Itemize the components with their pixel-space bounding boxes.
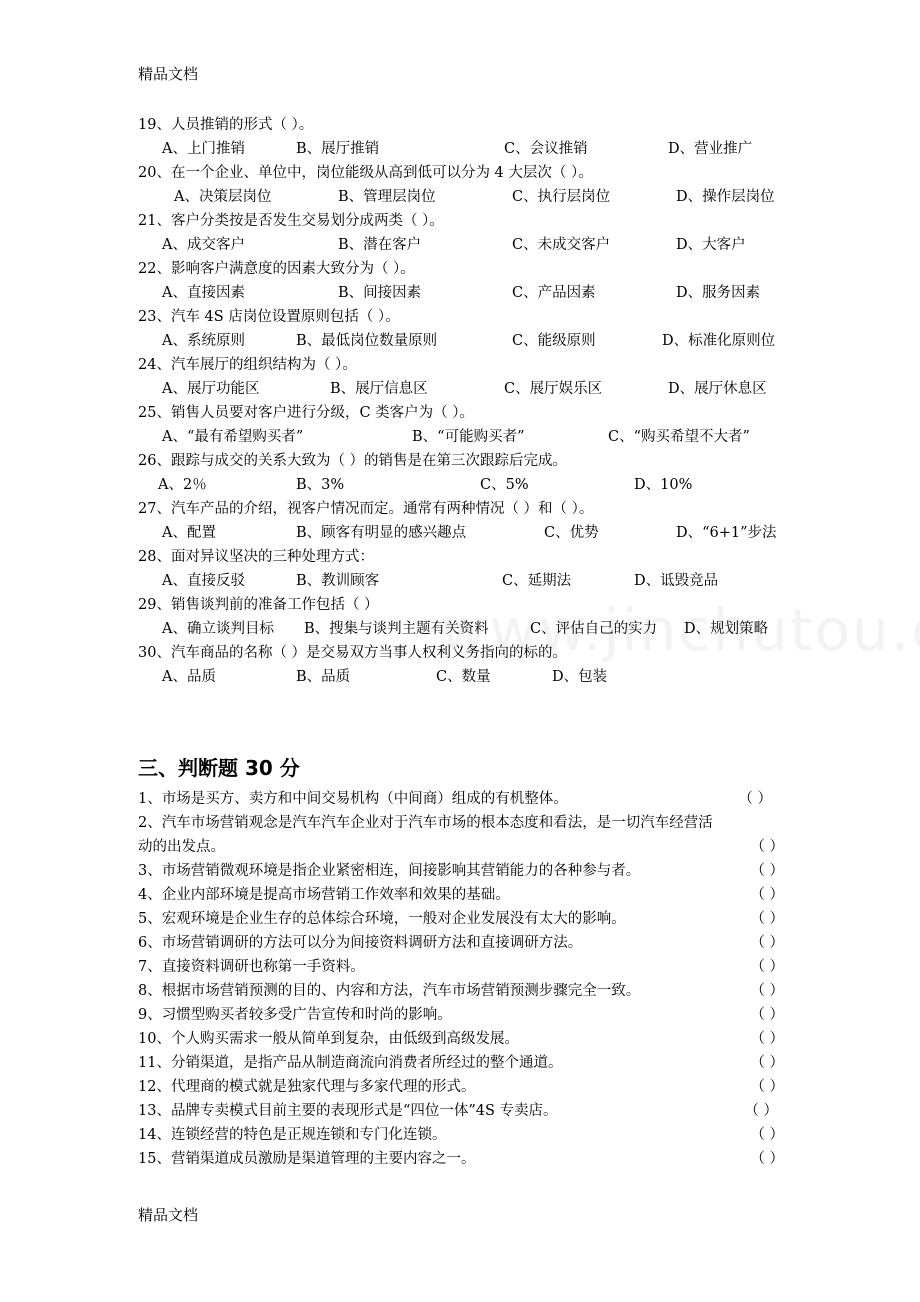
option: C、延期法 [502,573,572,589]
question-options [0,620,920,638]
answer-blank: （ ） [750,863,784,879]
judgment-item [138,790,784,808]
judgment-item [138,934,784,952]
option: C、数量 [436,669,491,685]
option: D、操作层岗位 [676,189,775,205]
judgment-item [138,1006,784,1024]
question-options [0,428,920,446]
option: A、成交客户 [162,237,245,253]
question-options [0,140,920,158]
question-stem: 26、跟踪与成交的关系大致为（ ）的销售是在第三次跟踪后完成。 [138,453,568,469]
option: D、大客户 [676,237,746,253]
judgment-text: 12、代理商的模式就是独家代理与多家代理的形式。 [138,1079,476,1095]
judgment-text: 13、品牌专卖模式目前主要的表现形式是“四位一体”4S 专卖店。 [138,1103,558,1119]
judgment-item [138,1054,784,1072]
judgment-text: 9、习惯型购买者较多受广告宣传和时尚的影响。 [138,1007,452,1023]
option: C、会议推销 [504,141,588,157]
question-stem: 28、面对异议坚决的三种处理方式： [138,549,374,565]
question-stem: 25、销售人员要对客户进行分级，C 类客户为（ ）。 [138,405,475,421]
judgment-text: 14、连锁经营的特色是正规连锁和专门化连锁。 [138,1127,447,1143]
option: D、服务因素 [676,285,761,301]
option: B、搜集与谈判主题有关资料 [304,621,489,637]
option: D、包装 [552,669,608,685]
option: C、优势 [544,525,599,541]
answer-blank: （ ） [750,887,784,903]
option: B、“可能购买者” [412,429,525,445]
option: B、潜在客户 [338,237,422,253]
option: C、执行层岗位 [512,189,611,205]
judgment-item [138,814,784,854]
answer-blank: （ ） [750,1127,784,1143]
option: A、决策层岗位 [174,189,272,205]
answer-blank: （ ） [750,911,784,927]
question-options [0,188,920,206]
option: C、未成交客户 [512,237,611,253]
option: D、诋毁竞品 [634,573,719,589]
option: B、3% [296,477,345,493]
judgment-item [138,1102,784,1120]
question-options [0,332,920,350]
judgment-text: 6、市场营销调研的方法可以分为间接资料调研方法和直接调研方法。 [138,935,583,951]
option: C、能级原则 [512,333,596,349]
page-header: 精品文档 [138,65,199,83]
answer-blank: （ ） [750,935,784,951]
option: A、配置 [162,525,216,541]
judgment-text: 3、市场营销微观环境是指企业紧密相连，间接影响其营销能力的各种参与者。 [138,863,641,879]
option: B、间接因素 [338,285,422,301]
judgment-item [138,910,784,928]
question-options [0,284,920,302]
question-options [0,524,920,542]
option: B、展厅信息区 [330,381,428,397]
question-stem: 29、销售谈判前的准备工作包括（ ） [138,597,379,613]
question-stem: 23、汽车 4S 店岗位设置原则包括（ ）。 [138,309,400,325]
question-stem: 21、客户分类按是否发生交易划分成两类（ ）。 [138,213,444,229]
question-stem: 27、汽车产品的介绍，视客户情况而定。通常有两种情况（ ）和（ ）。 [138,501,594,517]
judgment-text: 15、营销渠道成员激励是渠道管理的主要内容之一。 [138,1151,476,1167]
question-options [0,572,920,590]
option: D、标准化原则位 [662,333,776,349]
question-options [0,476,920,494]
page-footer: 精品文档 [138,1206,199,1224]
option: A、确立谈判目标 [162,621,274,637]
judgment-text: 10、个人购买需求一般从简单到复杂，由低级到高级发展。 [138,1031,519,1047]
option: C、产品因素 [512,285,596,301]
option: A、“最有希望购买者” [162,429,304,445]
option: B、最低岗位数量原则 [296,333,438,349]
answer-blank: （ ） [750,983,784,999]
judgment-text: 7、直接资料调研也称第一手资料。 [138,959,365,975]
answer-blank: （ ） [738,791,772,807]
answer-blank: （ ） [750,1079,784,1095]
judgment-text: 4、企业内部环境是提高市场营销工作效率和效果的基础。 [138,887,510,903]
question-stem: 30、汽车商品的名称（ ）是交易双方当事人权利义务指向的标的。 [138,645,568,661]
option: B、顾客有明显的感兴趣点 [296,525,467,541]
option: A、品质 [162,669,216,685]
judgment-item [138,862,784,880]
section-title: 三、判断题 30 分 [138,756,300,780]
answer-blank: （ ） [750,1055,784,1071]
judgment-item [138,958,784,976]
option: A、直接反驳 [162,573,245,589]
judgment-item [138,1078,784,1096]
question-stem: 24、汽车展厅的组织结构为（ ）。 [138,357,357,373]
option: A、直接因素 [162,285,245,301]
option: D、展厅休息区 [668,381,767,397]
answer-blank: （ ） [744,1103,778,1119]
judgment-item [138,982,784,1000]
option: A、系统原则 [162,333,245,349]
option: A、2％ [158,477,207,493]
judgment-text-continued: 动的出发点。 [138,839,225,855]
option: A、展厅功能区 [162,381,260,397]
answer-blank: （ ） [750,1031,784,1047]
option: B、教训顾客 [296,573,380,589]
answer-blank: （ ） [750,839,784,855]
judgment-item [138,1030,784,1048]
option: A、上门推销 [162,141,245,157]
answer-blank: （ ） [750,1007,784,1023]
judgment-item [138,1150,784,1168]
question-options [0,668,920,686]
judgment-text: 11、分销渠道，是指产品从制造商流向消费者所经过的整个通道。 [138,1055,563,1071]
judgment-item [138,886,784,904]
judgment-item [138,1126,784,1144]
judgment-text: 8、根据市场营销预测的目的、内容和方法，汽车市场营销预测步骤完全一致。 [138,983,641,999]
question-stem: 19、人员推销的形式（ ）。 [138,117,314,133]
judgment-text: 2、汽车市场营销观念是汽车汽车企业对于汽车市场的根本态度和看法，是一切汽车经营活 [138,815,713,831]
option: D、10% [634,477,693,493]
question-options [0,380,920,398]
answer-blank: （ ） [750,959,784,975]
question-stem: 20、在一个企业、单位中，岗位能级从高到低可以分为 4 大层次（ ）。 [138,165,593,181]
option: B、品质 [296,669,351,685]
option: B、展厅推销 [296,141,380,157]
option: C、展厅娱乐区 [504,381,603,397]
option: D、“6+1”步法 [676,525,777,541]
option: B、管理层岗位 [338,189,436,205]
judgment-text: 1、市场是买方、卖方和中间交易机构（中间商）组成的有机整体。 [138,791,568,807]
option: D、营业推广 [668,141,753,157]
answer-blank: （ ） [750,1151,784,1167]
option: C、评估自己的实力 [530,621,658,637]
judgment-text: 5、宏观环境是企业生存的总体综合环境，一般对企业发展没有太大的影响。 [138,911,626,927]
question-options [0,236,920,254]
option: D、规划策略 [684,621,769,637]
option: C、“购买希望不大者” [608,429,750,445]
question-stem: 22、影响客户满意度的因素大致分为（ ）。 [138,261,415,277]
option: C、5% [480,477,529,493]
